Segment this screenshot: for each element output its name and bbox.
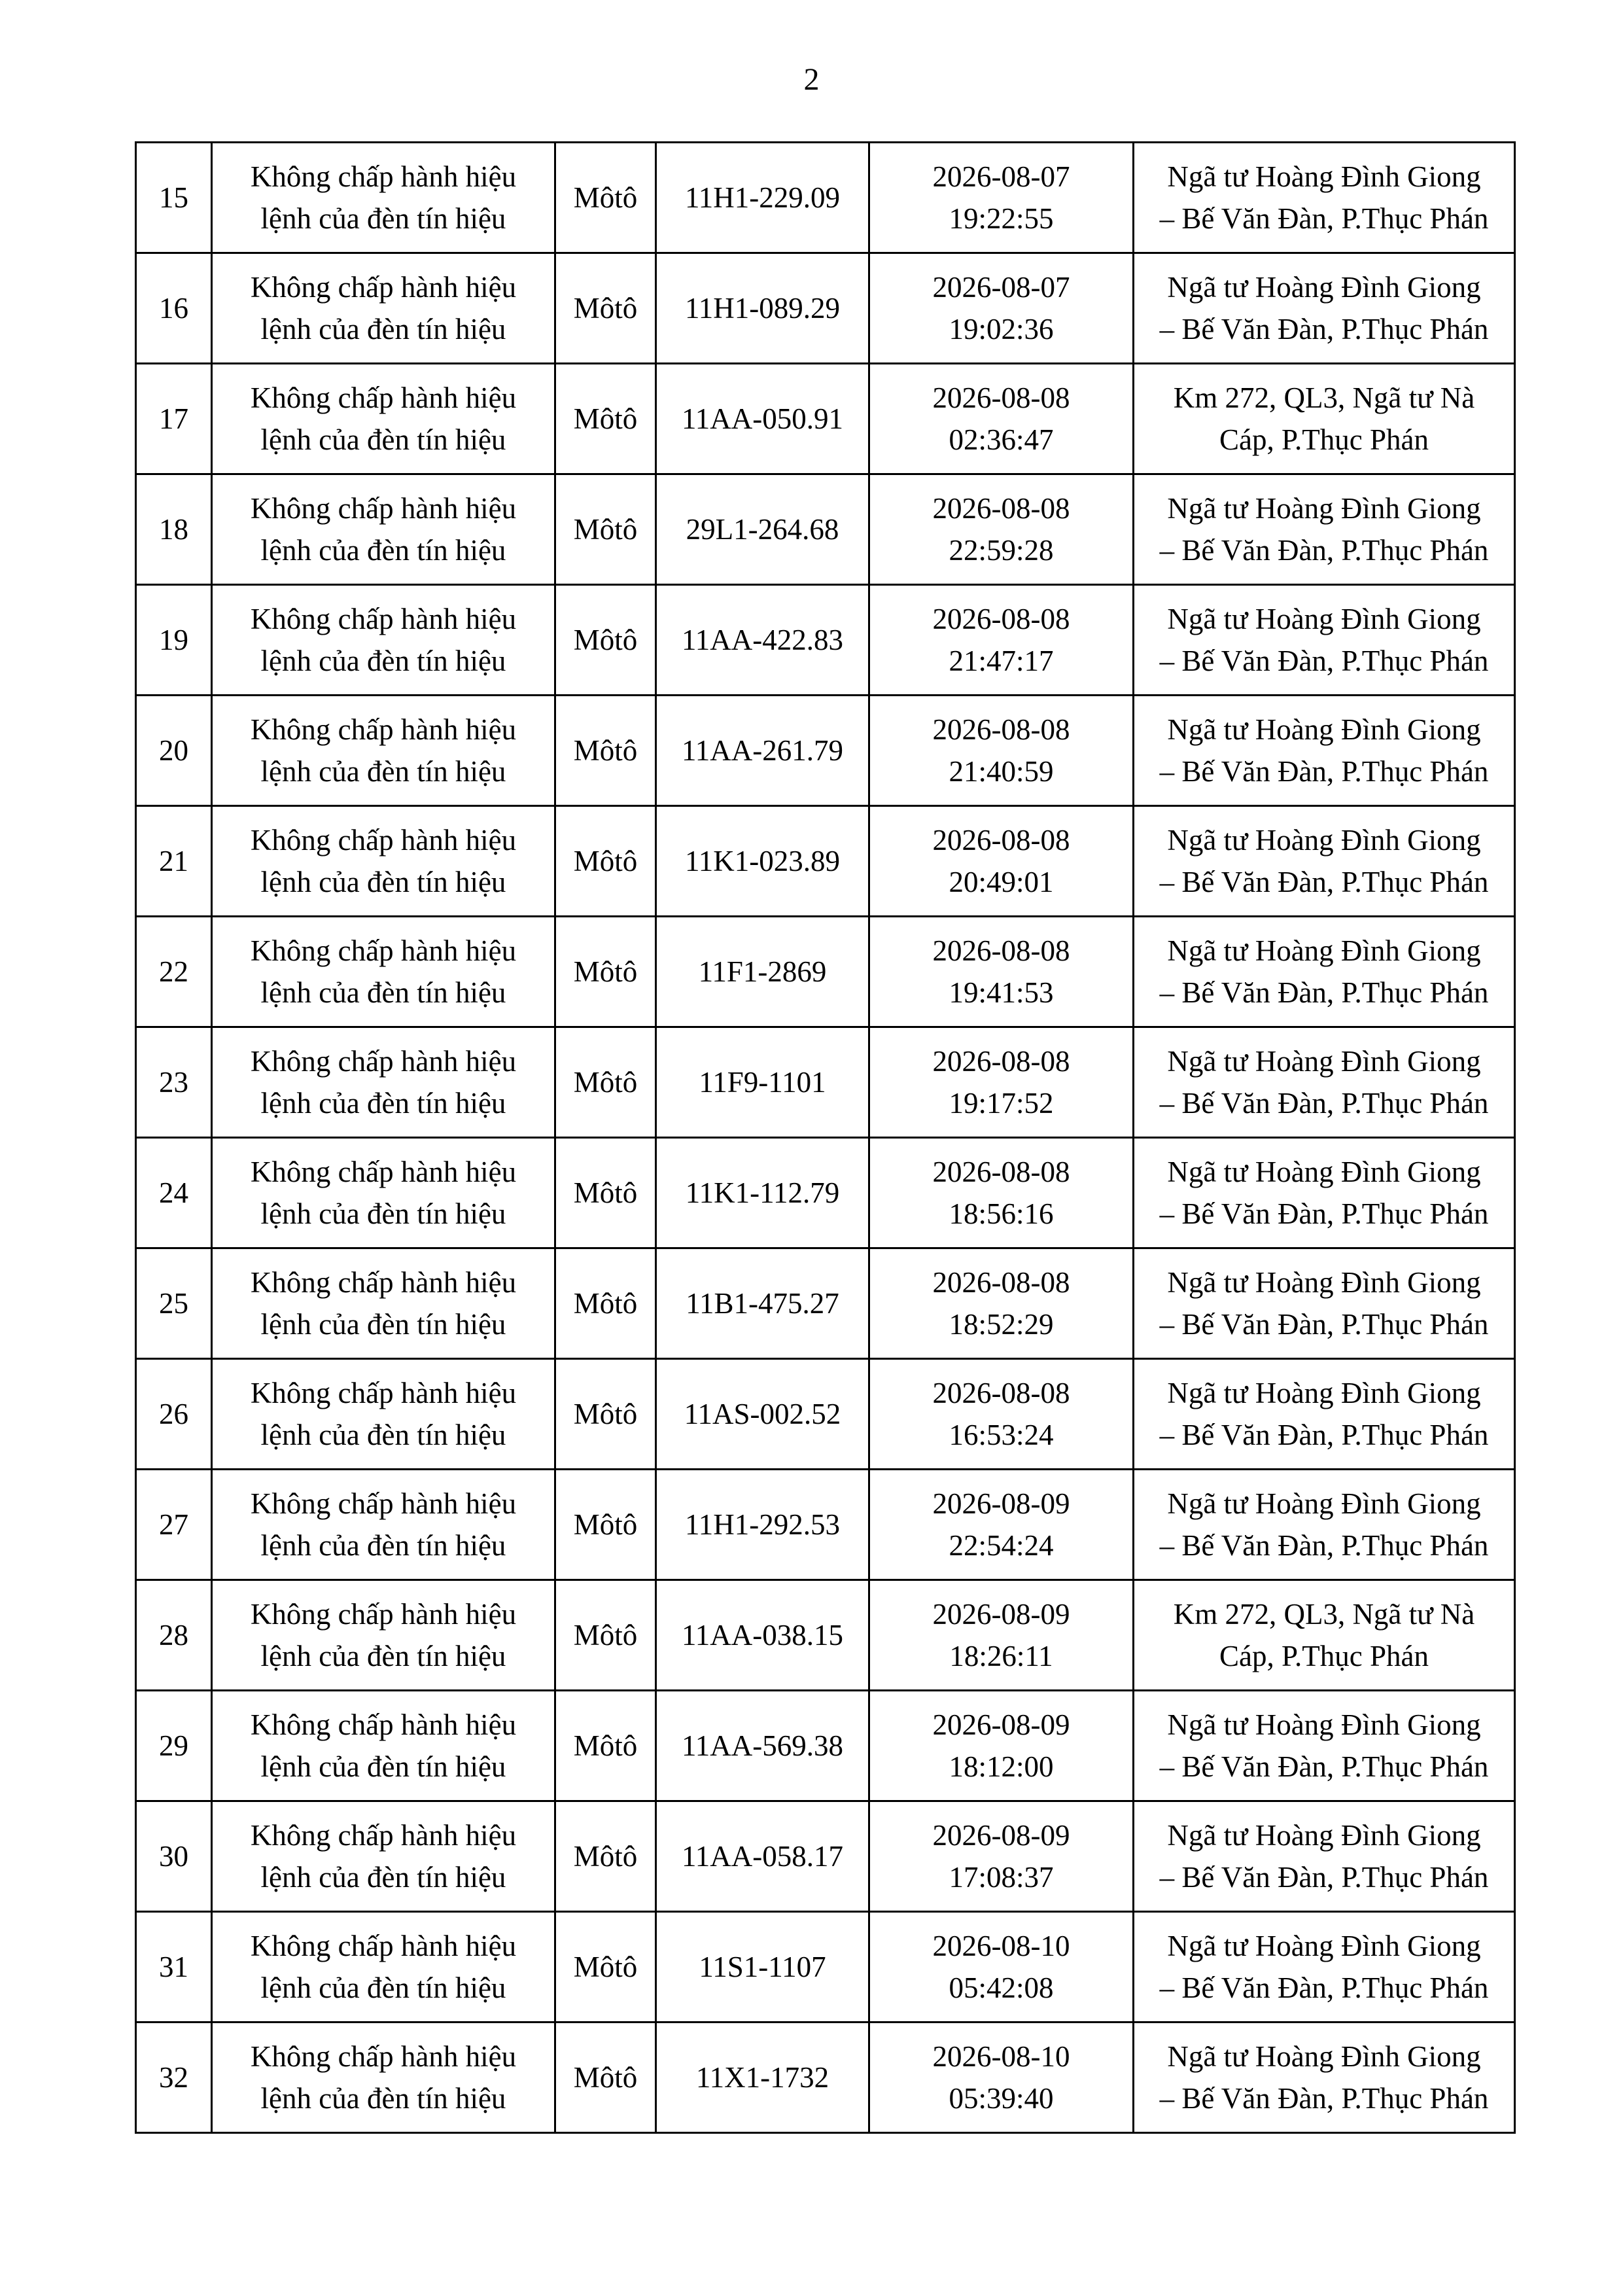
datetime-cell-line-2: 02:36:47 [949,423,1054,456]
location-cell-line-2: – Bế Văn Đàn, P.Thục Phán [1159,2082,1489,2115]
location-cell [1134,253,1515,364]
datetime-cell [869,1691,1134,1801]
location-cell-line-1: Ngã tư Hoàng Đình Giong [1167,603,1481,635]
vehicle-type-cell: Môtô [555,585,656,696]
table-row [136,1801,1515,1912]
datetime-cell-line-2: 22:59:28 [949,534,1054,567]
datetime-cell-line-1: 2026-08-07 [932,271,1070,304]
violation-cell-line-2: lệnh của đèn tín hiệu [260,313,506,345]
datetime-cell-line-2: 17:08:37 [949,1861,1054,1894]
violation-cell-line-1: Không chấp hành hiệu [250,713,517,746]
violation-cell-line-1: Không chấp hành hiệu [250,2040,517,2073]
row-number-cell: 23 [136,1027,212,1138]
table-row [136,1248,1515,1359]
datetime-cell-line-2: 18:12:00 [949,1750,1054,1783]
violation-cell-line-2: lệnh của đèn tín hiệu [260,1861,506,1894]
violation-cell [212,1138,555,1248]
violations-table-body [136,143,1515,2133]
location-cell-line-2: – Bế Văn Đàn, P.Thục Phán [1159,1529,1489,1562]
license-plate-cell: 11AA-050.91 [656,364,869,474]
violation-cell-line-1: Không chấp hành hiệu [250,1930,517,1962]
license-plate-cell: 11AA-569.38 [656,1691,869,1801]
license-plate-cell: 11F9-1101 [656,1027,869,1138]
row-number-cell: 30 [136,1801,212,1912]
table-row [136,364,1515,474]
datetime-cell-line-2: 21:40:59 [949,755,1054,788]
violation-cell-line-2: lệnh của đèn tín hiệu [260,423,506,456]
violation-cell [212,1470,555,1580]
location-cell [1134,1912,1515,2022]
license-plate-cell: 11AA-038.15 [656,1580,869,1691]
vehicle-type-cell: Môtô [555,1580,656,1691]
location-cell-line-2: Cáp, P.Thục Phán [1219,1640,1429,1672]
location-cell [1134,1027,1515,1138]
datetime-cell [869,2022,1134,2133]
license-plate-cell: 11AA-261.79 [656,696,869,806]
datetime-cell-line-2: 05:42:08 [949,1971,1054,2004]
location-cell [1134,1138,1515,1248]
table-row [136,1912,1515,2022]
license-plate-cell: 29L1-264.68 [656,474,869,585]
table-row [136,917,1515,1027]
location-cell-line-2: – Bế Văn Đàn, P.Thục Phán [1159,1419,1489,1451]
datetime-cell-line-2: 19:17:52 [949,1087,1054,1120]
violation-cell-line-1: Không chấp hành hiệu [250,271,517,304]
datetime-cell-line-1: 2026-08-08 [932,934,1070,967]
location-cell [1134,1248,1515,1359]
vehicle-type-cell: Môtô [555,917,656,1027]
vehicle-type-cell: Môtô [555,1470,656,1580]
violation-cell-line-1: Không chấp hành hiệu [250,1708,517,1741]
row-number-cell: 26 [136,1359,212,1470]
table-row [136,696,1515,806]
location-cell [1134,1470,1515,1580]
datetime-cell-line-1: 2026-08-09 [932,1487,1070,1520]
datetime-cell-line-1: 2026-08-08 [932,713,1070,746]
vehicle-type-cell: Môtô [555,253,656,364]
violation-cell [212,253,555,364]
vehicle-type-cell: Môtô [555,696,656,806]
license-plate-cell: 11K1-112.79 [656,1138,869,1248]
violation-cell-line-2: lệnh của đèn tín hiệu [260,866,506,898]
datetime-cell-line-2: 18:52:29 [949,1308,1054,1341]
violation-cell-line-1: Không chấp hành hiệu [250,1377,517,1409]
location-cell [1134,1580,1515,1691]
datetime-cell-line-2: 16:53:24 [949,1419,1054,1451]
row-number-cell: 28 [136,1580,212,1691]
location-cell [1134,917,1515,1027]
row-number-cell: 20 [136,696,212,806]
location-cell [1134,1359,1515,1470]
datetime-cell-line-1: 2026-08-08 [932,1266,1070,1299]
datetime-cell-line-2: 05:39:40 [949,2082,1054,2115]
datetime-cell [869,474,1134,585]
violation-cell-line-1: Không chấp hành hiệu [250,1045,517,1078]
datetime-cell [869,1248,1134,1359]
datetime-cell-line-2: 18:56:16 [949,1197,1054,1230]
violation-cell-line-2: lệnh của đèn tín hiệu [260,1640,506,1672]
table-row [136,585,1515,696]
location-cell-line-2: – Bế Văn Đàn, P.Thục Phán [1159,1197,1489,1230]
location-cell-line-1: Ngã tư Hoàng Đình Giong [1167,713,1481,746]
violation-cell-line-2: lệnh của đèn tín hiệu [260,1308,506,1341]
location-cell-line-1: Km 272, QL3, Ngã tư Nà [1173,381,1475,414]
vehicle-type-cell: Môtô [555,364,656,474]
location-cell-line-2: – Bế Văn Đàn, P.Thục Phán [1159,202,1489,235]
violation-cell [212,585,555,696]
vehicle-type-cell: Môtô [555,1248,656,1359]
violation-cell-line-2: lệnh của đèn tín hiệu [260,2082,506,2115]
table-row [136,1691,1515,1801]
violation-cell [212,364,555,474]
datetime-cell-line-1: 2026-08-10 [932,1930,1070,1962]
datetime-cell-line-1: 2026-08-09 [932,1708,1070,1741]
vehicle-type-cell: Môtô [555,1691,656,1801]
datetime-cell [869,364,1134,474]
row-number-cell: 25 [136,1248,212,1359]
license-plate-cell: 11S1-1107 [656,1912,869,2022]
datetime-cell-line-1: 2026-08-07 [932,160,1070,193]
datetime-cell-line-1: 2026-08-08 [932,381,1070,414]
location-cell [1134,143,1515,253]
violation-cell-line-1: Không chấp hành hiệu [250,381,517,414]
datetime-cell [869,1801,1134,1912]
row-number-cell: 22 [136,917,212,1027]
location-cell-line-2: – Bế Văn Đàn, P.Thục Phán [1159,866,1489,898]
location-cell-line-2: – Bế Văn Đàn, P.Thục Phán [1159,1971,1489,2004]
license-plate-cell: 11H1-229.09 [656,143,869,253]
location-cell-line-1: Ngã tư Hoàng Đình Giong [1167,1819,1481,1852]
location-cell-line-1: Km 272, QL3, Ngã tư Nà [1173,1598,1475,1631]
row-number-cell: 32 [136,2022,212,2133]
location-cell-line-1: Ngã tư Hoàng Đình Giong [1167,271,1481,304]
violation-cell-line-2: lệnh của đèn tín hiệu [260,976,506,1009]
datetime-cell [869,1470,1134,1580]
location-cell-line-1: Ngã tư Hoàng Đình Giong [1167,1930,1481,1962]
location-cell-line-2: – Bế Văn Đàn, P.Thục Phán [1159,1861,1489,1894]
location-cell-line-2: – Bế Văn Đàn, P.Thục Phán [1159,976,1489,1009]
violation-cell-line-2: lệnh của đèn tín hiệu [260,1419,506,1451]
location-cell-line-1: Ngã tư Hoàng Đình Giong [1167,1708,1481,1741]
license-plate-cell: 11AA-422.83 [656,585,869,696]
datetime-cell [869,1580,1134,1691]
location-cell-line-2: – Bế Văn Đàn, P.Thục Phán [1159,1308,1489,1341]
datetime-cell-line-1: 2026-08-08 [932,1156,1070,1188]
violation-cell-line-1: Không chấp hành hiệu [250,492,517,525]
row-number-cell: 18 [136,474,212,585]
datetime-cell-line-1: 2026-08-08 [932,1045,1070,1078]
location-cell-line-2: – Bế Văn Đàn, P.Thục Phán [1159,645,1489,677]
vehicle-type-cell: Môtô [555,2022,656,2133]
violation-cell [212,1691,555,1801]
table-row [136,2022,1515,2133]
location-cell-line-1: Ngã tư Hoàng Đình Giong [1167,2040,1481,2073]
violation-cell [212,1359,555,1470]
license-plate-cell: 11H1-292.53 [656,1470,869,1580]
location-cell [1134,1691,1515,1801]
location-cell [1134,696,1515,806]
row-number-cell: 17 [136,364,212,474]
violation-cell-line-2: lệnh của đèn tín hiệu [260,1750,506,1783]
location-cell [1134,806,1515,917]
license-plate-cell: 11F1-2869 [656,917,869,1027]
location-cell-line-2: – Bế Văn Đàn, P.Thục Phán [1159,313,1489,345]
violation-cell [212,474,555,585]
violation-cell [212,1580,555,1691]
row-number-cell: 19 [136,585,212,696]
row-number-cell: 29 [136,1691,212,1801]
datetime-cell-line-2: 20:49:01 [949,866,1054,898]
vehicle-type-cell: Môtô [555,1359,656,1470]
datetime-cell-line-1: 2026-08-08 [932,1377,1070,1409]
violation-cell [212,1027,555,1138]
location-cell-line-1: Ngã tư Hoàng Đình Giong [1167,1045,1481,1078]
location-cell [1134,364,1515,474]
datetime-cell [869,585,1134,696]
license-plate-cell: 11AS-002.52 [656,1359,869,1470]
datetime-cell [869,1359,1134,1470]
license-plate-cell: 11X1-1732 [656,2022,869,2133]
datetime-cell-line-2: 19:02:36 [949,313,1054,345]
datetime-cell [869,253,1134,364]
location-cell-line-2: Cáp, P.Thục Phán [1219,423,1429,456]
violation-cell-line-2: lệnh của đèn tín hiệu [260,534,506,567]
location-cell [1134,2022,1515,2133]
datetime-cell-line-2: 19:41:53 [949,976,1054,1009]
violation-cell [212,1912,555,2022]
violation-cell [212,1801,555,1912]
vehicle-type-cell: Môtô [555,474,656,585]
datetime-cell-line-2: 22:54:24 [949,1529,1054,1562]
location-cell-line-2: – Bế Văn Đàn, P.Thục Phán [1159,1750,1489,1783]
datetime-cell [869,143,1134,253]
row-number-cell: 27 [136,1470,212,1580]
row-number-cell: 15 [136,143,212,253]
violation-cell-line-1: Không chấp hành hiệu [250,1487,517,1520]
table-row [136,1470,1515,1580]
location-cell-line-1: Ngã tư Hoàng Đình Giong [1167,1266,1481,1299]
page-number: 2 [803,62,820,97]
datetime-cell [869,1912,1134,2022]
violation-cell-line-1: Không chấp hành hiệu [250,603,517,635]
table-row [136,806,1515,917]
datetime-cell-line-1: 2026-08-09 [932,1598,1070,1631]
datetime-cell-line-1: 2026-08-08 [932,603,1070,635]
vehicle-type-cell: Môtô [555,143,656,253]
datetime-cell-line-2: 18:26:11 [949,1640,1053,1672]
violation-cell-line-1: Không chấp hành hiệu [250,934,517,967]
vehicle-type-cell: Môtô [555,1912,656,2022]
violation-cell-line-1: Không chấp hành hiệu [250,1156,517,1188]
location-cell-line-1: Ngã tư Hoàng Đình Giong [1167,1377,1481,1409]
violation-cell [212,806,555,917]
row-number-cell: 16 [136,253,212,364]
license-plate-cell: 11B1-475.27 [656,1248,869,1359]
vehicle-type-cell: Môtô [555,1138,656,1248]
violation-cell [212,2022,555,2133]
violation-cell [212,917,555,1027]
violation-cell-line-1: Không chấp hành hiệu [250,824,517,857]
datetime-cell [869,696,1134,806]
violation-cell-line-2: lệnh của đèn tín hiệu [260,1971,506,2004]
violation-cell-line-1: Không chấp hành hiệu [250,1598,517,1631]
violation-cell-line-1: Không chấp hành hiệu [250,160,517,193]
violation-cell [212,1248,555,1359]
violation-cell [212,143,555,253]
datetime-cell [869,1027,1134,1138]
table-row [136,1359,1515,1470]
table-row [136,1027,1515,1138]
violation-cell-line-2: lệnh của đèn tín hiệu [260,1087,506,1120]
license-plate-cell: 11H1-089.29 [656,253,869,364]
vehicle-type-cell: Môtô [555,806,656,917]
datetime-cell-line-1: 2026-08-09 [932,1819,1070,1852]
location-cell-line-2: – Bế Văn Đàn, P.Thục Phán [1159,534,1489,567]
location-cell-line-1: Ngã tư Hoàng Đình Giong [1167,1487,1481,1520]
location-cell [1134,1801,1515,1912]
location-cell-line-1: Ngã tư Hoàng Đình Giong [1167,824,1481,857]
vehicle-type-cell: Môtô [555,1801,656,1912]
location-cell-line-1: Ngã tư Hoàng Đình Giong [1167,1156,1481,1188]
row-number-cell: 21 [136,806,212,917]
datetime-cell-line-1: 2026-08-10 [932,2040,1070,2073]
table-row [136,253,1515,364]
datetime-cell [869,1138,1134,1248]
violation-cell-line-1: Không chấp hành hiệu [250,1819,517,1852]
license-plate-cell: 11K1-023.89 [656,806,869,917]
table-row [136,1580,1515,1691]
violation-cell-line-2: lệnh của đèn tín hiệu [260,1529,506,1562]
datetime-cell-line-2: 19:22:55 [949,202,1054,235]
table-row [136,143,1515,253]
row-number-cell: 31 [136,1912,212,2022]
location-cell-line-1: Ngã tư Hoàng Đình Giong [1167,160,1481,193]
datetime-cell-line-1: 2026-08-08 [932,824,1070,857]
table-row [136,1138,1515,1248]
row-number-cell: 24 [136,1138,212,1248]
violation-cell-line-2: lệnh của đèn tín hiệu [260,1197,506,1230]
location-cell [1134,585,1515,696]
license-plate-cell: 11AA-058.17 [656,1801,869,1912]
violation-cell-line-1: Không chấp hành hiệu [250,1266,517,1299]
location-cell-line-2: – Bế Văn Đàn, P.Thục Phán [1159,1087,1489,1120]
violation-cell-line-2: lệnh của đèn tín hiệu [260,202,506,235]
violations-table [135,141,1516,2134]
table-row [136,474,1515,585]
datetime-cell-line-1: 2026-08-08 [932,492,1070,525]
datetime-cell-line-2: 21:47:17 [949,645,1054,677]
datetime-cell [869,806,1134,917]
violation-cell [212,696,555,806]
datetime-cell [869,917,1134,1027]
location-cell-line-1: Ngã tư Hoàng Đình Giong [1167,934,1481,967]
violation-cell-line-2: lệnh của đèn tín hiệu [260,645,506,677]
violation-cell-line-2: lệnh của đèn tín hiệu [260,755,506,788]
vehicle-type-cell: Môtô [555,1027,656,1138]
location-cell-line-2: – Bế Văn Đàn, P.Thục Phán [1159,755,1489,788]
location-cell-line-1: Ngã tư Hoàng Đình Giong [1167,492,1481,525]
location-cell [1134,474,1515,585]
